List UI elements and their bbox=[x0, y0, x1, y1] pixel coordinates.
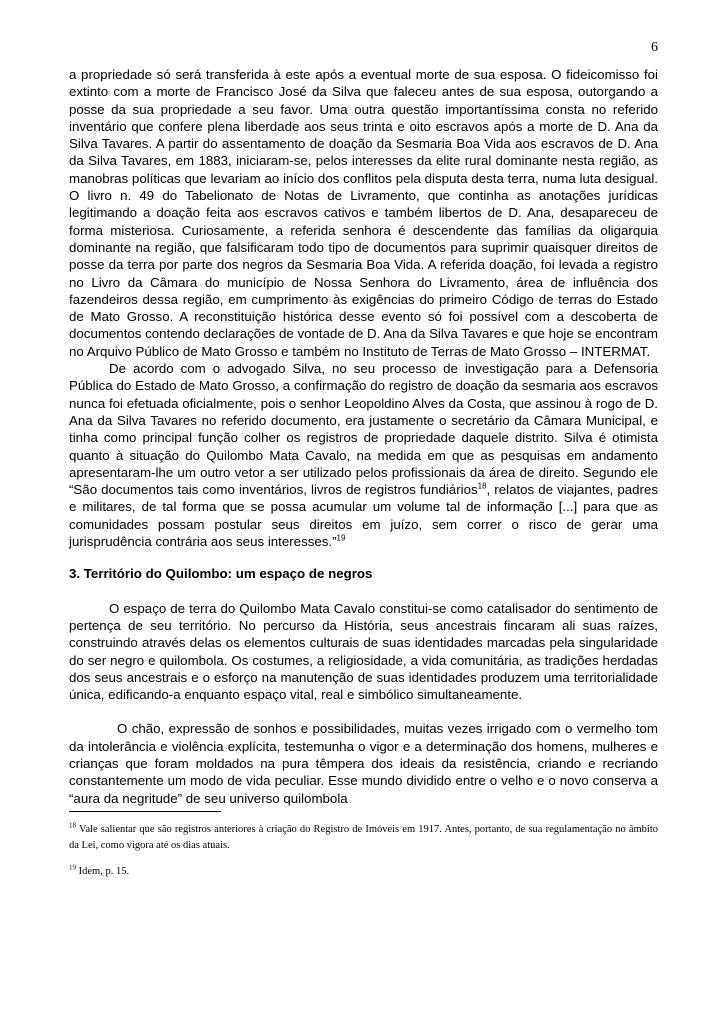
footnote-number-18: 18 bbox=[69, 821, 76, 830]
footnote-ref-19[interactable]: 19 bbox=[336, 533, 346, 543]
footnote-19 bbox=[69, 864, 658, 880]
section-heading: 3. Território do Quilombo: um espaço de negros bbox=[69, 566, 373, 582]
footnote-number-19: 19 bbox=[69, 863, 76, 872]
page-number: 6 bbox=[651, 40, 658, 55]
document-page bbox=[69, 40, 658, 880]
footnote-ref-18[interactable]: 18 bbox=[477, 481, 487, 491]
body-paragraph-2 bbox=[69, 360, 658, 550]
body-paragraph-1: a propriedade só será transferida à este após a eventual morte de sua esposa. O fideicomisso foi extinto com a morte de Francisco José da Silva que faleceu antes de sua esposa, outorgando a posse da sua propriedade a seu favor. Uma outra questão importantíssima consta no referido inventário que confere plena liberdade aos seus trinta e oito escravos após a morte de D. Ana da Silva Tavares. A partir do assentamento de doação da Sesmaria Boa Vida aos escravos de D. Ana da Silva Tavares, em 1883, iniciaram-se, pelos interesses da elite rural dominante nesta região, as manobras políticas que levariam ao início dos conflitos pela disputa desta terra, numa luta desigual. O livro n. 49 do Tabelionato de Notas de Livramento, que continha as anotações jurídicas legitimando a doação feita aos escravos cativos e também libertos de D. Ana, desapareceu de forma misteriosa. Curiosamente, a referida senhora é descendente das famílias da oligarquia dominante na região, que falsificaram todo tipo de documentos para suprimir quaisquer direitos de posse da terra por parte dos negros da Sesmaria Boa Vida. A referida doação, foi levada a registro no Livro da Câmara do município de Nossa Senhora do Livramento, área de influência dos fazendeiros dessa região, em cumprimento às exigências do primeiro Código de terras do Estado de Mato Grosso. A reconstituição histórica desse evento só foi possível com a descoberta de documentos contendo declarações de vontade de D. Ana da Silva Tavares e que hoje se encontram no Arquivo Público de Mato Grosso e também no Instituto de Terras de Mato Grosso – INTERMAT. bbox=[69, 67, 658, 359]
footnote-19-text: Idem, p. 15. bbox=[76, 865, 130, 877]
paragraph-2-text-b: , relatos de viajantes, padres e militares, de tal forma que se possa acumular um volume tal de informação [...] para que as comunidades possam postular seus direitos em juízo, sem correr o risco de gerar uma jurisprudência contrária aos seus interesses.” bbox=[69, 482, 658, 550]
footnote-18 bbox=[69, 822, 658, 854]
paragraph-gap bbox=[69, 703, 658, 720]
paragraph-2-text-a: De acordo com o advogado Silva, no seu processo de investigação para a Defensoria Pública do Estado de Mato Grosso, a confirmação do registro de doação da sesmaria aos escravos nunca foi efetuada oficialmente, pois o senhor Leopoldino Alves da Costa, que assinou à rogo de D. Ana da Silva Tavares no referido documento, era justamente o secretário da Câmara Municipal, e tinha como principal função colher os registros de propriedade daquele distrito. Silva é otimista quanto à situação do Quilombo Mata Cavalo, na medida em que as pesquisas em andamento apresentaram-lhe um outro vetor a ser utilizado pelos profissionais da área de direito. Segundo ele “São documentos tais como inventários, livros de registros fundiários bbox=[69, 361, 658, 498]
section-paragraph-1: O espaço de terra do Quilombo Mata Cavalo constitui-se como catalisador do sentimento de pertença de seu território. No percurso da História, seus ancestrais fincaram ali suas raízes, construindo através delas os elementos culturais de suas identidades marcadas pela singularidade do ser negro e quilombola. Os costumes, a religiosidade, a vida comunitária, as tradições herdadas dos seus ancestrais e o esforço na manutenção de suas identidades produzem uma territorialidade única, edificando-a enquanto espaço vital, real e simbólico simultaneamente. bbox=[69, 600, 658, 703]
footnote-18-text: Vale salientar que são registros anteriores à criação do Registro de Imóveis em 1917. Antes, portanto, de sua regulamentação no âmbito da Lei, como vigora até os dias atuais. bbox=[69, 823, 658, 851]
footnote-separator bbox=[69, 811, 221, 812]
section-paragraph-2: O chão, expressão de sonhos e possibilidades, muitas vezes irrigado com o vermelho tom da intolerância e violência explícita, testemunha o vigor e a determinação dos homens, mulheres e crianças que foram moldados na pura têmpera dos ideais da resistência, criando e recriando constantemente um modo de vida peculiar. Esse mundo dividido entre o velho e o novo conserva a “aura da negritude” de seu universo quilombola bbox=[69, 721, 658, 806]
